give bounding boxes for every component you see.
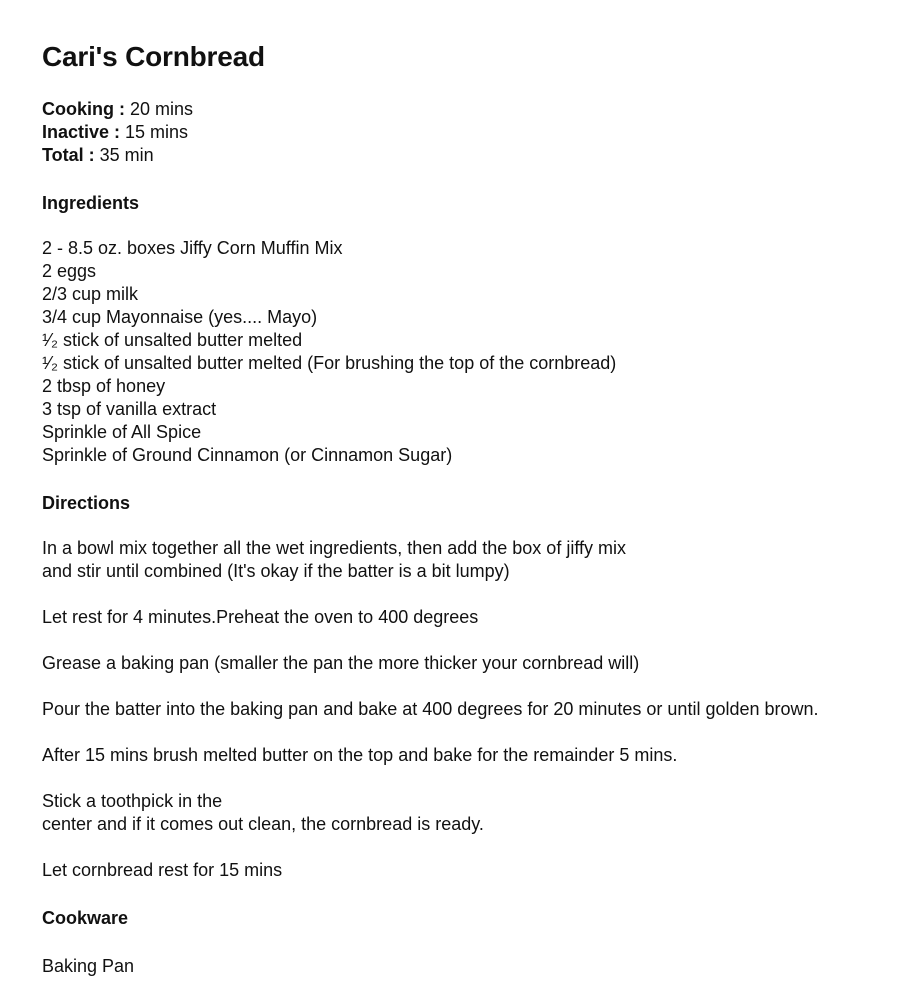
time-label: Inactive : (42, 122, 121, 142)
cookware-item: Baking Pan (42, 956, 135, 976)
direction-line: Let cornbread rest for 15 mins (42, 860, 283, 880)
time-value: 15 mins (120, 122, 189, 142)
ingredient-item: Sprinkle of Ground Cinnamon (or Cinnamon Sugar) (42, 445, 453, 465)
ingredient-item: 2 eggs (42, 261, 97, 281)
time-cooking (42, 98, 902, 121)
direction-line: Grease a baking pan (smaller the pan the more thicker your cornbread will) (42, 653, 640, 673)
direction-step (42, 606, 902, 629)
ingredient-item: Sprinkle of All Spice (42, 422, 202, 442)
time-label: Cooking : (42, 99, 125, 119)
time-inactive (42, 121, 902, 144)
directions-list (42, 537, 902, 882)
direction-step (42, 698, 902, 721)
time-total (42, 144, 902, 167)
recipe-times (42, 98, 902, 167)
directions-heading: Directions (42, 493, 131, 513)
direction-line: Let rest for 4 minutes.Preheat the oven to 400 degrees (42, 607, 479, 627)
ingredient-item: 3/4 cup Mayonnaise (yes.... Mayo) (42, 307, 318, 327)
ingredients-list (42, 237, 902, 467)
direction-step (42, 744, 902, 767)
cookware-list (42, 955, 902, 978)
ingredient-item: 2 - 8.5 oz. boxes Jiffy Corn Muffin Mix (42, 238, 343, 258)
ingredient-item: 3 tsp of vanilla extract (42, 399, 217, 419)
ingredients-heading: Ingredients (42, 193, 140, 213)
direction-step (42, 790, 902, 836)
direction-step (42, 859, 902, 882)
direction-line: In a bowl mix together all the wet ingredients, then add the box of jiffy mix (42, 538, 626, 558)
ingredient-item: 2 tbsp of honey (42, 376, 166, 396)
direction-step (42, 537, 902, 583)
ingredient-item: 2/3 cup milk (42, 284, 139, 304)
ingredient-item: ¹⁄₂ stick of unsalted butter melted (For brushing the top of the cornbread) (42, 353, 617, 373)
direction-step (42, 652, 902, 675)
direction-line: Stick a toothpick in the (42, 791, 223, 811)
time-value: 35 min (94, 145, 154, 165)
time-label: Total : (42, 145, 95, 165)
direction-line: center and if it comes out clean, the cornbread is ready. (42, 814, 484, 834)
ingredient-item: ¹⁄₂ stick of unsalted butter melted (42, 330, 303, 350)
time-value: 20 mins (125, 99, 194, 119)
direction-line: After 15 mins brush melted butter on the top and bake for the remainder 5 mins. (42, 745, 678, 765)
recipe-document (42, 40, 902, 978)
cookware-heading: Cookware (42, 908, 129, 928)
recipe-title: Cari's Cornbread (42, 41, 265, 72)
direction-line: and stir until combined (It's okay if the batter is a bit lumpy) (42, 561, 510, 581)
direction-line: Pour the batter into the baking pan and bake at 400 degrees for 20 minutes or until golden brown. (42, 699, 819, 719)
